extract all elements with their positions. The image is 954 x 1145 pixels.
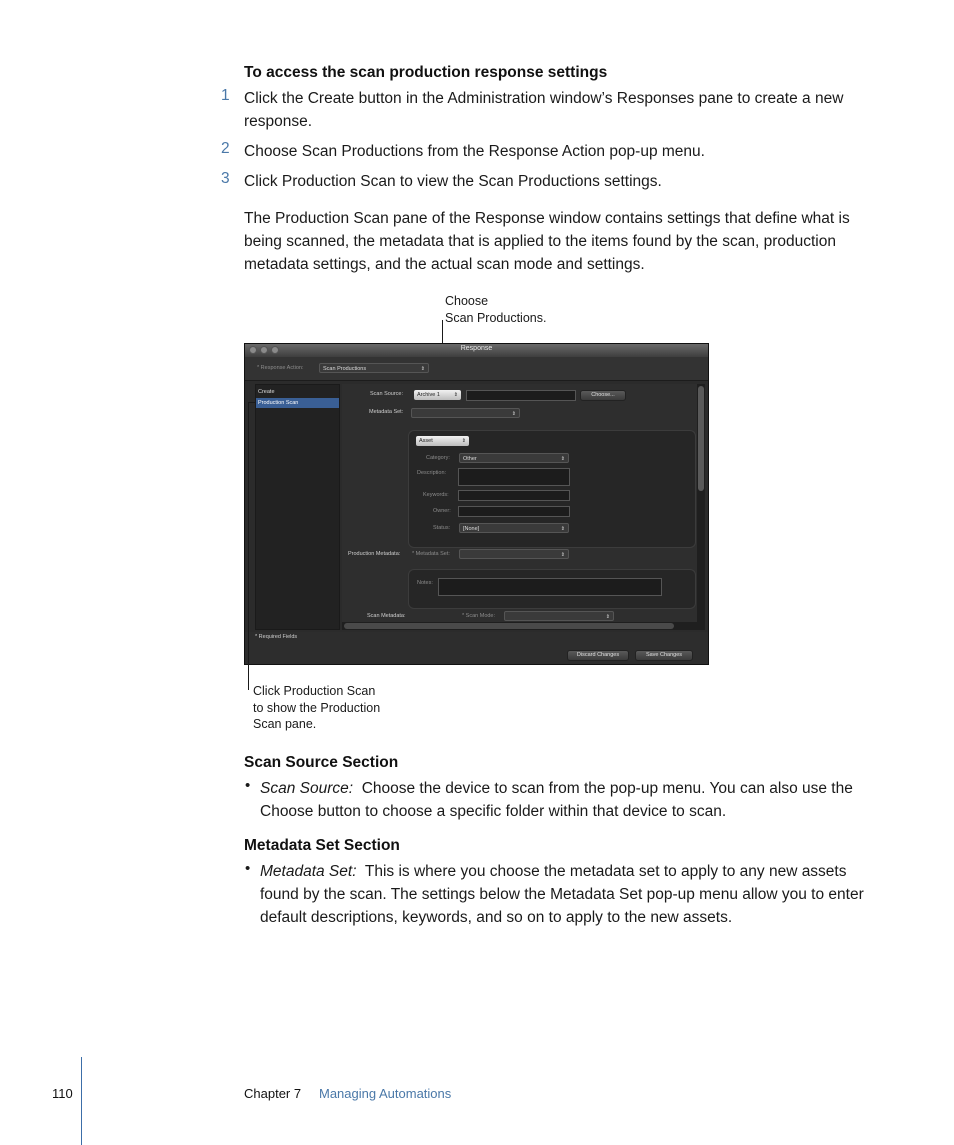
description-field[interactable] (458, 468, 570, 486)
callout-line: Scan pane. (253, 717, 317, 731)
scan-source-value: Archive 1 (417, 392, 440, 398)
asset-type-popup[interactable] (416, 436, 469, 446)
scan-source-heading: Scan Source Section (244, 754, 399, 771)
callout-line: Choose (445, 294, 489, 308)
step-number: 1 (221, 87, 230, 104)
owner-field[interactable] (458, 506, 570, 517)
popup-arrow-icon: ⇕ (560, 526, 565, 532)
callout-line: Scan Productions. (445, 310, 547, 325)
required-fields-note: * Required Fields (255, 634, 298, 640)
category-value: Other (463, 456, 477, 462)
window-bottom-bar (245, 632, 708, 665)
scan-source-popup[interactable] (414, 390, 461, 400)
horizontal-scrollbar[interactable] (342, 622, 697, 630)
response-action-popup[interactable] (319, 363, 429, 373)
footer-divider (81, 1057, 82, 1145)
status-value: [None] (463, 526, 480, 532)
prod-metadata-set-popup[interactable] (459, 549, 569, 559)
status-popup[interactable] (459, 523, 569, 533)
callout-leader (248, 402, 249, 690)
term: Scan Source: (260, 780, 354, 797)
prod-metadata-set-label: * Metadata Set: (412, 551, 450, 557)
procedure-heading: To access the scan production response settings (244, 64, 608, 81)
response-action-value: Scan Productions (323, 366, 367, 372)
metadata-set-heading: Metadata Set Section (244, 837, 400, 854)
window-toolbar (245, 357, 708, 381)
notes-subpanel (408, 569, 696, 609)
metadata-subpanel (408, 430, 696, 548)
sidebar-item-create[interactable]: Create (258, 389, 275, 395)
scan-source-label: Scan Source: (370, 391, 404, 397)
callout-leader (248, 402, 256, 403)
window-titlebar (245, 344, 708, 357)
popup-arrow-icon: ⇕ (560, 456, 565, 462)
step-number: 3 (221, 170, 230, 187)
production-scan-pane (342, 384, 702, 630)
window-title: Response (460, 345, 493, 352)
step-text: Click the Create button in the Administration window’s Responses pane to create a new response. (244, 90, 844, 130)
chapter-title: Managing Automations (319, 1086, 452, 1101)
page-number: 110 (52, 1086, 73, 1101)
popup-arrow-icon: ⇕ (605, 614, 610, 620)
term: Metadata Set: (260, 863, 357, 880)
scan-source-path-field[interactable] (466, 390, 576, 401)
vertical-scrollbar[interactable] (697, 384, 705, 630)
response-window-screenshot (244, 343, 709, 665)
owner-label: Owner: (433, 508, 451, 514)
bullet-icon: • (245, 860, 251, 877)
definition: Choose the device to scan from the pop-up menu. You can also use the Choose button to choose a specific folder within that device to scan. (260, 780, 853, 820)
callout-choose-scan (445, 293, 546, 326)
popup-arrow-icon: ⇕ (453, 392, 458, 398)
step-text: Choose Scan Productions from the Response Action pop-up menu. (244, 143, 705, 160)
sidebar-item-production-scan[interactable]: Production Scan (256, 398, 339, 408)
category-popup[interactable] (459, 453, 569, 463)
popup-arrow-icon: ⇕ (461, 438, 466, 444)
vertical-scroll-thumb[interactable] (698, 386, 704, 491)
notes-label: Notes: (417, 580, 433, 586)
callout-line: to show the Production (253, 700, 381, 715)
response-sidebar (255, 384, 340, 630)
scan-mode-label: * Scan Mode: (462, 613, 496, 619)
popup-arrow-icon: ⇕ (420, 366, 425, 372)
description-label: Description: (417, 470, 447, 476)
scan-metadata-label: Scan Metadata: (367, 613, 406, 619)
chapter-label: Chapter 7 (244, 1086, 302, 1101)
bullet-icon: • (245, 777, 251, 794)
metadata-set-popup[interactable] (411, 408, 520, 418)
response-action-label: * Response Action: (257, 365, 304, 371)
step-number: 2 (221, 140, 230, 157)
notes-field[interactable] (438, 578, 662, 596)
save-changes-button[interactable]: Save Changes (635, 650, 693, 661)
popup-arrow-icon: ⇕ (560, 552, 565, 558)
asset-type-value: Asset (419, 438, 433, 444)
keywords-label: Keywords: (423, 492, 449, 498)
discard-changes-button[interactable]: Discard Changes (567, 650, 629, 661)
popup-arrow-icon: ⇕ (511, 411, 516, 417)
step-text: Click Production Scan to view the Scan Productions settings. (244, 173, 662, 190)
choose-button[interactable]: Choose... (580, 390, 626, 401)
scan-source-description (260, 777, 880, 823)
horizontal-scroll-thumb[interactable] (344, 623, 674, 629)
intro-paragraph: The Production Scan pane of the Response window contains settings that define what is being scanned, the metadata that is applied to the items found by the scan, production metadata settings, and the actual scan mode and settings. (244, 210, 850, 273)
production-metadata-label: Production Metadata: (348, 551, 401, 557)
category-label: Category: (426, 455, 450, 461)
scan-mode-popup[interactable] (504, 611, 614, 621)
callout-line: Click Production Scan (253, 684, 376, 698)
metadata-set-description (260, 860, 880, 929)
metadata-set-label: Metadata Set: (369, 409, 404, 415)
definition: This is where you choose the metadata set to apply to any new assets found by the scan. The settings below the Metadata Set pop-up menu allow you to enter default descriptions, keywords, and so on to apply to the new assets. (260, 863, 864, 926)
status-label: Status: (433, 525, 451, 531)
keywords-field[interactable] (458, 490, 570, 501)
callout-production-scan (253, 683, 380, 733)
